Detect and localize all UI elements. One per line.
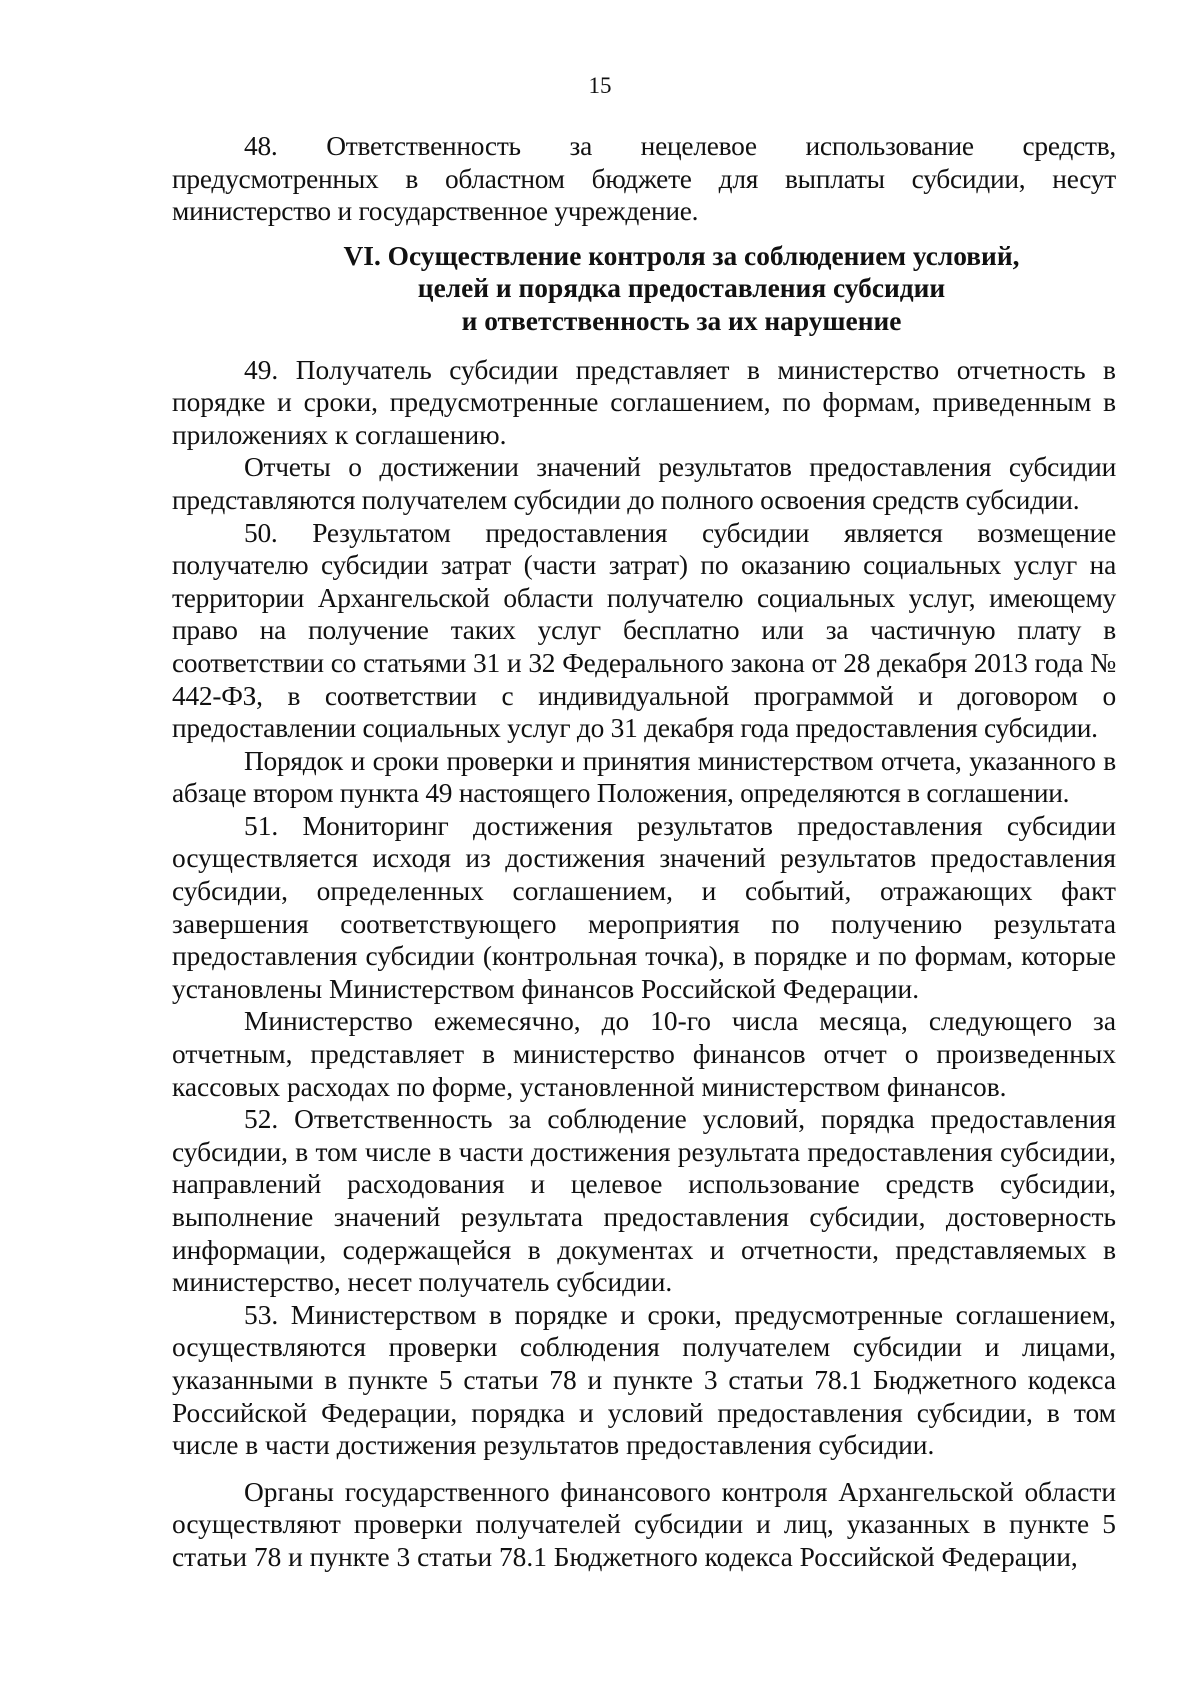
section-heading-line-1: VI. Осуществление контроля за соблюдением условий, (343, 240, 1020, 271)
paragraph-51-monthly: Министерство ежемесячно, до 10-го числа месяца, следующего за отчетным, представляет в министерство финансов отчет о произведенных кассовых расходах по форме, установленной министерством финансов. (172, 1006, 1116, 1102)
section-heading-line-2: целей и порядка предоставления субсидии (417, 273, 946, 304)
page-number: 15 (588, 73, 612, 98)
paragraph-53-control-bodies: Органы государственного финансового контроля Архангельской области осуществляют проверки получателей субсидии и лиц, указанных в пункте 5 статьи 78 и пункте 3 статьи 78.1 Бюджетного кодекса Российской Федерации, (172, 1476, 1116, 1572)
document-body (172, 130, 1116, 1574)
paragraph-52: 52. Ответственность за соблюдение условий, порядка предоставления субсидии, в том числе в части достижения результата предоставления субсидии, направлений расходования и целевое использование средств субсидии, выполнение значений результата предоставления субсидии, достоверность информации, содержащейся в документах и отчетности, представляемых в министерство, несет получатель субсидии. (172, 1104, 1116, 1298)
section-heading-line-3: и ответственность за их нарушение (461, 305, 902, 336)
paragraph-51: 51. Мониторинг достижения результатов предоставления субсидии осуществляется исходя из достижения значений результатов предоставления субсидии, определенных соглашением, и событий, отражающих факт завершения соответствующего мероприятия по получению результата предоставления субсидии (контрольная точка), в порядке и по формам, которые установлены Министерством финансов Российской Федерации. (172, 810, 1116, 1004)
paragraph-53: 53. Министерством в порядке и сроки, предусмотренные соглашением, осуществляются проверки соблюдения получателем субсидии и лицами, указанными в пункте 5 статьи 78 и пункте 3 статьи 78.1 Бюджетного кодекса Российской Федерации, порядка и условий предоставления субсидии, в том числе в части достижения результатов предоставления субсидии. (172, 1299, 1116, 1461)
paragraph-50: 50. Результатом предоставления субсидии является возмещение получателю субсидии затрат (части затрат) по оказанию социальных услуг на территории Архангельской области получателю социальных услуг, имеющему право на получение таких услуг бесплатно или за частичную плату в соответствии со статьями 31 и 32 Федерального закона от 28 декабря 2013 года № 442-ФЗ, в соответствии с индивидуальной программой и договором о предоставлении социальных услуг до 31 декабря года предоставления субсидии. (172, 517, 1116, 744)
paragraph-49-reports: Отчеты о достижении значений результатов предоставления субсидии представляются получателем субсидии до полного освоения средств субсидии. (172, 452, 1116, 515)
paragraph-49: 49. Получатель субсидии представляет в министерство отчетность в порядке и сроки, предусмотренные соглашением, по формам, приведенным в приложениях к соглашению. (172, 354, 1116, 450)
paragraph-50-procedure: Порядок и сроки проверки и принятия министерством отчета, указанного в абзаце втором пункта 49 настоящего Положения, определяются в соглашении. (172, 745, 1116, 809)
section-heading (172, 240, 1116, 338)
paragraph-48: 48. Ответственность за нецелевое использование средств, предусмотренных в областном бюджете для выплаты субсидии, несут министерство и государственное учреждение. (172, 131, 1116, 227)
